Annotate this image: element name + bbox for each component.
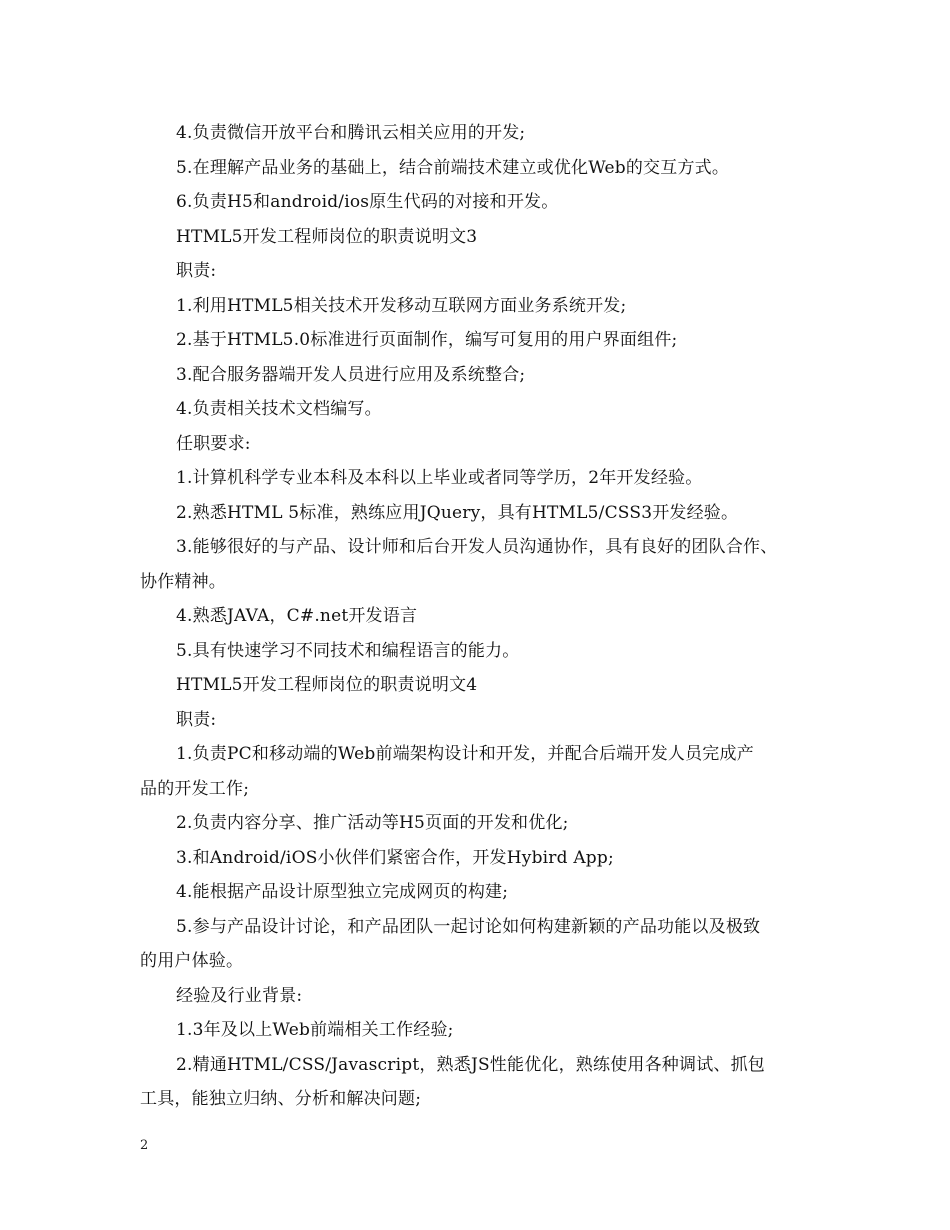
- body-line: 1.计算机科学专业本科及本科以上毕业或者同等学历，2年开发经验。: [176, 468, 703, 488]
- subheading: 经验及行业背景:: [176, 985, 303, 1006]
- body-line-continuation: 工具，能独立归纳、分析和解决问题;: [140, 1089, 422, 1109]
- body-line-continuation: 品的开发工作;: [140, 778, 250, 799]
- section-heading: HTML5开发工程师岗位的职责说明文3: [176, 226, 478, 247]
- body-line: 1.负责PC和移动端的Web前端架构设计和开发，并配合后端开发人员完成产: [176, 744, 754, 764]
- body-line: 2.熟悉HTML 5标准，熟练应用JQuery，具有HTML5/CSS3开发经验。: [176, 502, 739, 523]
- section-heading: HTML5开发工程师岗位的职责说明文4: [176, 675, 478, 695]
- body-line: 4.负责微信开放平台和腾讯云相关应用的开发;: [176, 123, 526, 143]
- body-line: 2.精通HTML/CSS/Javascript，熟悉JS性能优化，熟练使用各种调试、抓包: [176, 1054, 766, 1075]
- subheading: 职责:: [176, 261, 217, 281]
- page-number: 2: [140, 1138, 149, 1153]
- body-line: 3.能够很好的与产品、设计师和后台开发人员沟通协作，具有良好的团队合作、: [176, 537, 778, 557]
- subheading: 任职要求:: [176, 433, 251, 454]
- body-line: 4.负责相关技术文档编写。: [176, 399, 382, 419]
- body-line: 4.能根据产品设计原型独立完成网页的构建;: [176, 882, 509, 902]
- body-line: 3.配合服务器端开发人员进行应用及系统整合;: [176, 364, 526, 385]
- body-line-continuation: 的用户体验。: [140, 951, 244, 971]
- body-line-continuation: 协作精神。: [140, 571, 226, 592]
- document-body: [140, 116, 830, 1117]
- body-line: 5.参与产品设计讨论，和产品团队一起讨论如何构建新颖的产品功能以及极致: [176, 916, 761, 937]
- body-line: 5.在理解产品业务的基础上，结合前端技术建立或优化Web的交互方式。: [176, 157, 730, 178]
- body-line: 4.熟悉JAVA，C#.net开发语言: [176, 606, 418, 626]
- body-line: 1.3年及以上Web前端相关工作经验;: [176, 1020, 454, 1040]
- body-line: 2.负责内容分享、推广活动等H5页面的开发和优化;: [176, 813, 569, 833]
- body-line: 2.基于HTML5.0标准进行页面制作，编写可复用的用户界面组件;: [176, 330, 678, 350]
- body-line: 1.利用HTML5相关技术开发移动互联网方面业务系统开发;: [176, 295, 627, 316]
- body-line: 3.和Android/iOS小伙伴们紧密合作，开发Hybird App;: [176, 847, 614, 868]
- body-line: 6.负责H5和android/ios原生代码的对接和开发。: [176, 192, 559, 212]
- subheading: 职责:: [176, 709, 217, 730]
- body-line: 5.具有快速学习不同技术和编程语言的能力。: [176, 640, 520, 661]
